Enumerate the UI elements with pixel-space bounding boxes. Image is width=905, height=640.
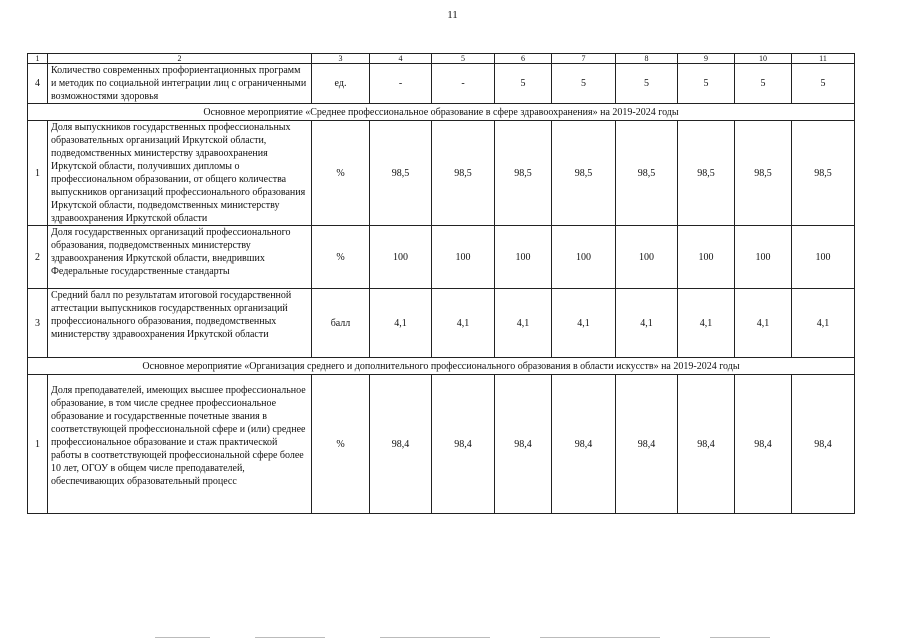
value-cell: - [370,64,432,104]
value-cell: 100 [735,226,792,289]
table-row [28,289,855,358]
header-cell: 11 [792,54,855,64]
value-cell: 98,5 [495,121,552,226]
value-cell: 98,4 [616,375,678,514]
value-cell: 4,1 [616,289,678,358]
header-cell: 8 [616,54,678,64]
table-row [28,226,855,289]
unit-cell: ед. [312,64,370,104]
value-cell: 100 [432,226,495,289]
value-cell: 98,5 [735,121,792,226]
header-row [28,54,855,64]
indicator-name: Доля преподавателей, имеющих высшее профессиональное образование, в том числе среднее профессиональное образование и государственные почетные звания в соответствующей профессиональной сфере и (или) среднее профессиональное образование и стаж практической работы в соответствующей профессиональной сфере более 10 лет, ОГОУ в общем числе преподавателей, обеспечивающих образовательный процесс [51,385,306,487]
unit-cell: % [312,121,370,226]
value-cell: 4,1 [735,289,792,358]
value-cell: 98,5 [552,121,616,226]
value-cell: 100 [678,226,735,289]
value-cell: 98,4 [432,375,495,514]
indicator-name: Количество современных профориентационных программ и методик по социальной интеграции лиц с ограниченными возможностями здоровья [48,64,312,104]
section-row [28,104,855,121]
value-cell: 4,1 [370,289,432,358]
value-cell: 98,5 [432,121,495,226]
section-title: Основное мероприятие «Организация среднего и дополнительного профессионального образования в области искусств» на 2019-2024 годы [28,358,855,375]
value-cell: 98,5 [678,121,735,226]
scan-artifact-line [155,637,210,638]
value-cell: 4,1 [432,289,495,358]
value-cell: 5 [552,64,616,104]
value-cell: 100 [370,226,432,289]
page-number: 11 [447,9,458,21]
value-cell: 100 [552,226,616,289]
value-cell: 100 [495,226,552,289]
unit-cell: % [312,226,370,289]
value-cell: 98,5 [616,121,678,226]
value-cell: 4,1 [678,289,735,358]
unit-cell: % [312,375,370,514]
value-cell: 4,1 [495,289,552,358]
value-cell: 5 [792,64,855,104]
header-cell: 4 [370,54,432,64]
table-row [28,375,855,514]
header-cell: 10 [735,54,792,64]
value-cell: 100 [792,226,855,289]
value-cell: 98,5 [792,121,855,226]
header-cell: 6 [495,54,552,64]
table-row [28,64,855,104]
value-cell: 5 [495,64,552,104]
section-title: Основное мероприятие «Среднее профессиональное образование в сфере здравоохранения» на 2019-2024 годы [28,104,855,121]
indicator-name: Средний балл по результатам итоговой государственной аттестации выпускников государственных организаций профессионального образования, подведомственных министерству здравоохранения Иркутской области [48,289,312,358]
value-cell: 5 [678,64,735,104]
header-cell: 1 [28,54,48,64]
row-number: 2 [28,226,48,289]
header-cell: 2 [48,54,312,64]
value-cell: 5 [735,64,792,104]
indicator-cell [48,375,312,514]
scan-artifact-line [710,637,770,638]
unit-cell: балл [312,289,370,358]
scan-artifact-line [255,637,325,638]
scan-artifact-line [540,637,660,638]
value-cell: 98,4 [678,375,735,514]
header-cell: 9 [678,54,735,64]
row-number: 4 [28,64,48,104]
value-cell: 98,4 [552,375,616,514]
value-cell: - [432,64,495,104]
value-cell: 98,4 [495,375,552,514]
header-cell: 3 [312,54,370,64]
value-cell: 98,4 [735,375,792,514]
row-number: 1 [28,375,48,514]
table-row [28,121,855,226]
row-number: 1 [28,121,48,226]
indicators-table [27,53,855,514]
value-cell: 98,4 [370,375,432,514]
value-cell: 100 [616,226,678,289]
value-cell: 98,5 [370,121,432,226]
scan-artifact-line [380,637,490,638]
row-number: 3 [28,289,48,358]
value-cell: 4,1 [552,289,616,358]
value-cell: 4,1 [792,289,855,358]
section-row [28,358,855,375]
value-cell: 5 [616,64,678,104]
header-cell: 5 [432,54,495,64]
header-cell: 7 [552,54,616,64]
indicator-name: Доля выпускников государственных профессиональных образовательных организаций Иркутской области, подведомственных министерству здравоохранения Иркутской области, получивших дипломы о профессиональном образовании, от общего количества выпускников организаций профессионального образования Иркутской области, подведомственных министерству здравоохранения Иркутской области [48,121,312,226]
indicator-name: Доля государственных организаций профессионального образования, подведомственных министерству здравоохранения Иркутской области, внедривших Федеральные государственные стандарты [48,226,312,289]
value-cell: 98,4 [792,375,855,514]
